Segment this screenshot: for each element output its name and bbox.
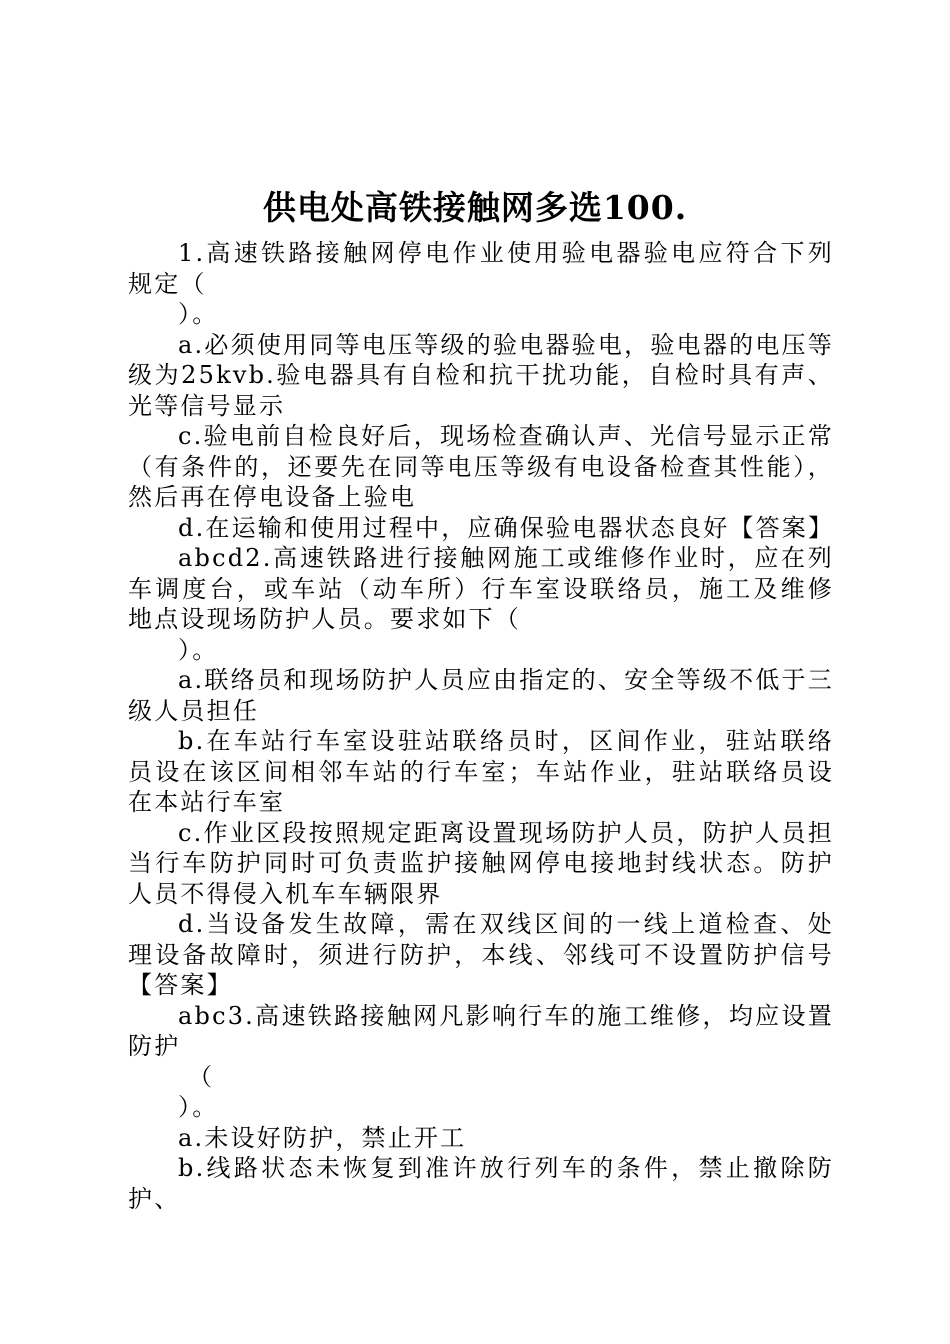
question-2-option-b: b.在车站行车室设驻站联络员时，区间作业，驻站联络员设在该区间相邻车站的行车室；车站作业，驻站联络员设在本站行车室 bbox=[128, 727, 834, 816]
question-2-option-a: a.联络员和现场防护人员应由指定的、安全等级不低于三级人员担任 bbox=[128, 666, 834, 725]
question-2-stem: abcd2.高速铁路进行接触网施工或维修作业时，应在列车调度台，或车站（动车所）行车室设联络员，施工及维修地点设现场防护人员。要求如下（ bbox=[128, 544, 834, 633]
document-body bbox=[128, 238, 834, 1214]
question-3-stem-end: ）。 bbox=[178, 1093, 219, 1121]
question-3-option-b: b.线路状态未恢复到准许放行列车的条件，禁止撤除防护、 bbox=[128, 1154, 834, 1213]
question-2-option-c: c.作业区段按照规定距离设置现场防护人员，防护人员担当行车防护同时可负责监护接触网停电接地封线状态。防护人员不得侵入机车车辆限界 bbox=[128, 818, 834, 908]
question-1-stem-end: ）。 bbox=[178, 300, 219, 328]
question-3-option-a: a.未设好防护，禁止开工 bbox=[178, 1123, 467, 1152]
question-2-option-d: d.当设备发生故障，需在双线区间的一线上道检查、处理设备故障时，须进行防护，本线、邻线可不设置防护信号【答案】 bbox=[128, 910, 834, 999]
question-1-option-c: c.验电前自检良好后，现场检查确认声、光信号显示正常（有条件的，还要先在同等电压等级有电设备检查其性能），然后再在停电设备上验电 bbox=[128, 422, 834, 511]
question-1-option-d: d.在运输和使用过程中，应确保验电器状态良好【答案】 bbox=[178, 513, 835, 542]
document-title: 供电处高铁接触网多选100. bbox=[262, 188, 688, 227]
question-1-option-ab: a.必须使用同等电压等级的验电器验电，验电器的电压等级为25kvb.验电器具有自检和抗干扰功能，自检时具有声、光等信号显示 bbox=[128, 330, 834, 420]
question-3-stem: abc3.高速铁路接触网凡影响行车的施工维修，均应设置防护 bbox=[128, 1001, 834, 1060]
question-1-stem: 1.高速铁路接触网停电作业使用验电器验电应符合下列规定（ bbox=[128, 239, 834, 298]
question-2-stem-end: ）。 bbox=[178, 635, 219, 664]
question-3-paren-open: （ bbox=[188, 1062, 215, 1091]
